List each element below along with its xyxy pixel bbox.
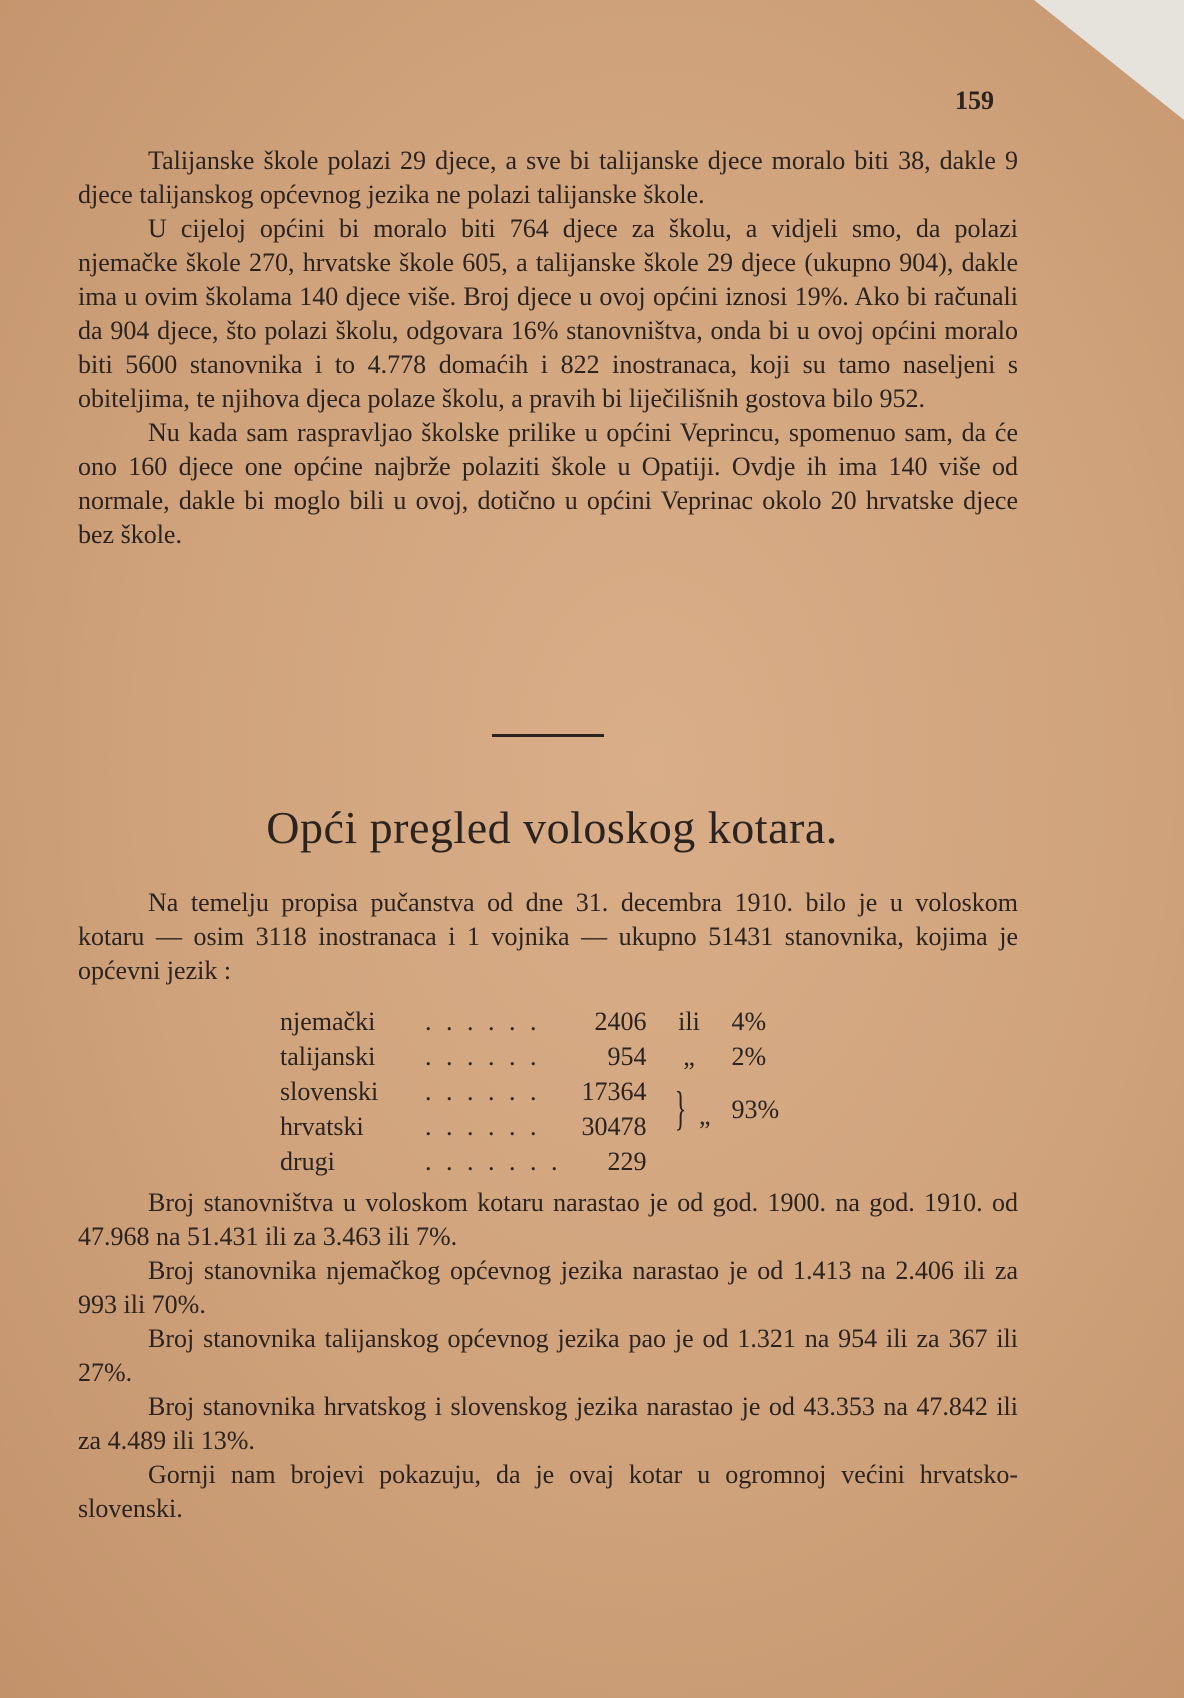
language-percent: 2%	[731, 1042, 767, 1071]
language-count: 2406	[594, 1007, 647, 1036]
table-row	[280, 1144, 812, 1179]
language-count: 30478	[581, 1112, 647, 1141]
section-divider	[492, 734, 604, 737]
language-count: 229	[607, 1147, 647, 1176]
leader-dots: . . . . . .	[425, 1007, 541, 1036]
section-heading: Opći pregled voloskog kotara.	[266, 802, 838, 853]
table-row	[280, 1039, 812, 1074]
leader-dots: . . . . . .	[425, 1042, 541, 1071]
language-count: 954	[607, 1042, 647, 1071]
language-count: 17364	[581, 1077, 647, 1106]
language-percent: 4%	[731, 1007, 767, 1036]
ili-word: ili	[678, 1007, 700, 1036]
language-name: slovenski	[280, 1077, 379, 1106]
language-percent: 93%	[731, 1094, 780, 1124]
table-row	[280, 1004, 812, 1039]
page-corner-fold	[1034, 0, 1184, 120]
paragraph: Broj stanovnika talijanskog općevnog jezika pao je od 1.321 na 954 ili za 367 ili 27%.	[78, 1324, 1018, 1387]
paragraph: Broj stanovnika hrvatskog i slovenskog jezika narastao je od 43.353 na 47.842 ili za 4.489 ili 13%.	[78, 1392, 1018, 1455]
language-name: hrvatski	[280, 1112, 364, 1141]
paragraph: Na temelju propisa pučanstva od dne 31. decembra 1910. bilo je u voloskom kotaru — osim 3118 inostranaca i 1 vojnika — ukupno 51431 stanovnika, kojima je općevni jezik :	[78, 888, 1018, 985]
language-name: njemački	[280, 1007, 376, 1036]
text-block-schools	[78, 144, 1018, 552]
paragraph: Nu kada sam raspravljao školske prilike u općini Veprincu, spomenuo sam, da će ono 160 djece one općine najbrže polaziti škole u Opatiji. Ovdje ih ima 140 više od normale, dakle bi moglo bili u ovoj, dotično u općini Veprinac okolo 20 hrvatske djece bez škole.	[78, 418, 1018, 549]
leader-dots: . . . . . . .	[425, 1147, 562, 1176]
leader-dots: . . . . . .	[425, 1077, 541, 1106]
table-row	[280, 1074, 812, 1109]
language-name: talijanski	[280, 1042, 376, 1071]
ditto-mark: „	[699, 1101, 711, 1130]
leader-dots: . . . . . .	[425, 1112, 541, 1141]
paragraph: Broj stanovnika njemačkog općevnog jezika narastao je od 1.413 na 2.406 ili za 993 ili 70%.	[78, 1256, 1018, 1319]
ditto-mark-with-brace	[647, 1074, 732, 1144]
paragraph: U cijeloj općini bi moralo biti 764 djece za školu, a vidjeli smo, da polazi njemačke škole 270, hrvatske škole 605, a talijanske škole 29 djece (ukupno 904), dakle ima u ovim školama 140 djece više. Broj djece u ovoj općini iznosi 19%. Ako bi računali da 904 djece, što polazi školu, odgovara 16% stanovništva, onda bi u ovoj općini moralo biti 5600 stanovnika i to 4.778 domaćih i 822 inostranaca, koji su tamo naseljeni s obiteljima, te njihova djeca polaze školu, a pravih bi liječilišnih gostova bilo 952.	[78, 214, 1018, 413]
language-name: drugi	[280, 1147, 335, 1176]
page-number: 159	[955, 86, 994, 115]
text-block-intro	[78, 886, 1018, 988]
paragraph: Talijanske škole polazi 29 djece, a sve bi talijanske djece moralo biti 38, dakle 9 djece talijanskog općevnog jezika ne polazi talijanske škole.	[78, 146, 1018, 209]
language-table	[280, 1004, 812, 1179]
paragraph: Broj stanovništva u voloskom kotaru narastao je od god. 1900. na god. 1910. od 47.968 na 51.431 ili za 3.463 ili 7%.	[78, 1188, 1018, 1251]
ditto-mark: „	[683, 1042, 695, 1071]
paragraph: Gornji nam brojevi pokazuju, da je ovaj kotar u ogromnoj većini hrvatsko-slovenski.	[78, 1460, 1018, 1523]
brace-glyph: }	[675, 1082, 687, 1135]
text-block-growth	[78, 1186, 1018, 1526]
